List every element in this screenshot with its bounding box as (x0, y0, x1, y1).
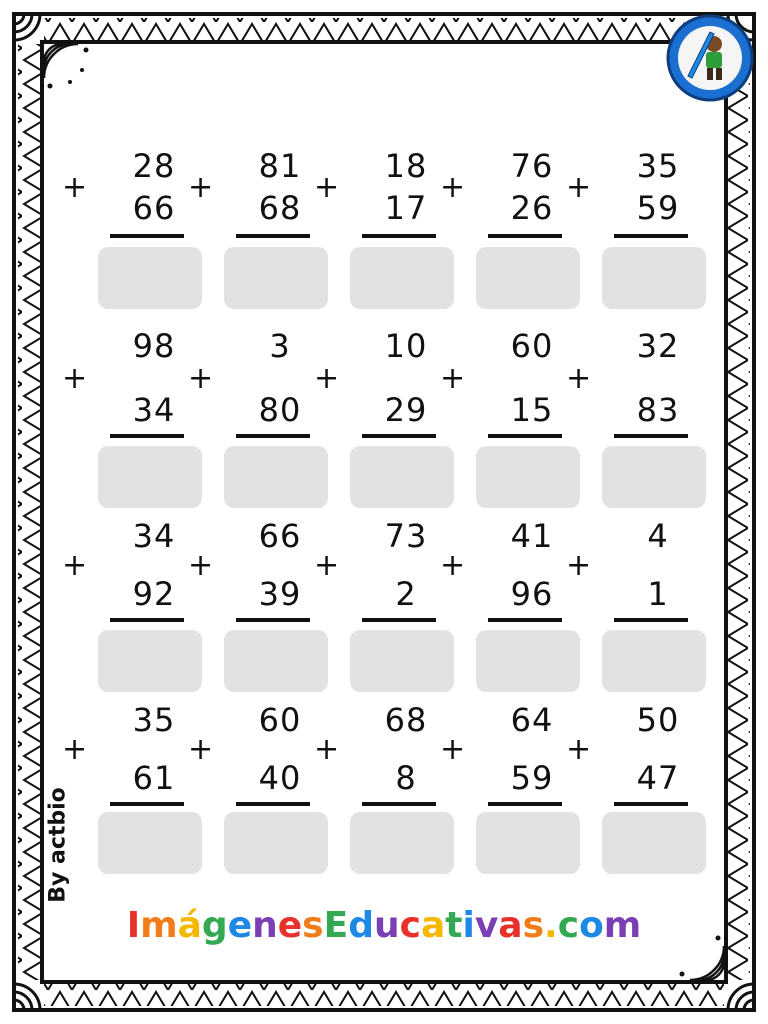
addend-top: 35 (132, 701, 176, 739)
brand-letter: e (227, 905, 253, 946)
answer-box[interactable] (350, 446, 454, 508)
addend-bottom: 61 (132, 759, 176, 797)
sum-line (110, 618, 184, 622)
addend-bottom: 59 (636, 189, 680, 227)
sum-line (236, 234, 310, 238)
plus-sign: + (62, 170, 88, 205)
brand-letter: á (177, 905, 202, 946)
sum-line (362, 434, 436, 438)
brand-letter: m (140, 905, 178, 946)
answer-box[interactable] (476, 247, 580, 309)
answer-box[interactable] (350, 247, 454, 309)
addend-bottom: 92 (132, 575, 176, 613)
brand-letter: c (557, 905, 580, 946)
addend-top: 10 (384, 327, 428, 365)
addend-bottom: 66 (132, 189, 176, 227)
brand-letter: c (399, 905, 421, 946)
addend-top: 76 (510, 147, 554, 185)
answer-box[interactable] (476, 812, 580, 874)
addend-top: 41 (510, 517, 554, 555)
addend-bottom: 2 (395, 575, 417, 613)
addend-top: 34 (132, 517, 176, 555)
addend-top: 68 (384, 701, 428, 739)
addend-top: 81 (258, 147, 302, 185)
addend-bottom: 34 (132, 391, 176, 429)
answer-box[interactable] (98, 630, 202, 692)
brand-letter: u (373, 905, 400, 946)
sum-line (488, 234, 562, 238)
addend-top: 60 (510, 327, 554, 365)
plus-sign: + (188, 170, 214, 205)
addend-bottom: 29 (384, 391, 428, 429)
addend-top: 28 (132, 147, 176, 185)
addend-top: 73 (384, 517, 428, 555)
brand-letter: I (126, 905, 141, 946)
answer-box[interactable] (602, 247, 706, 309)
answer-box[interactable] (476, 446, 580, 508)
brand-letter: m (603, 905, 642, 946)
sum-line (236, 802, 310, 806)
addend-top: 3 (269, 327, 291, 365)
plus-sign: + (566, 361, 592, 396)
brand-letter: n (252, 905, 278, 946)
author-signature (38, 780, 78, 910)
brand-letter: g (201, 905, 228, 946)
brand-letter: s (302, 905, 324, 946)
answer-box[interactable] (224, 630, 328, 692)
addend-top: 60 (258, 701, 302, 739)
brand-letter: a (420, 905, 446, 946)
signature-text: By actbio (45, 787, 71, 903)
addend-top: 35 (636, 147, 680, 185)
brand-letter: . (544, 905, 558, 946)
plus-sign: + (566, 548, 592, 583)
sum-line (488, 802, 562, 806)
addend-bottom: 96 (510, 575, 554, 613)
addend-bottom: 8 (395, 759, 417, 797)
answer-box[interactable] (602, 630, 706, 692)
sum-line (110, 434, 184, 438)
answer-box[interactable] (602, 446, 706, 508)
addend-top: 98 (132, 327, 176, 365)
sum-line (614, 618, 688, 622)
addend-bottom: 15 (510, 391, 554, 429)
sum-line (236, 618, 310, 622)
addend-bottom: 83 (636, 391, 680, 429)
addend-bottom: 47 (636, 759, 680, 797)
sum-line (488, 434, 562, 438)
brand-letter: v (474, 905, 499, 946)
addend-bottom: 17 (384, 189, 428, 227)
answer-box[interactable] (98, 812, 202, 874)
answer-box[interactable] (98, 247, 202, 309)
plus-sign: + (62, 548, 88, 583)
brand-letter: a (498, 905, 523, 946)
sum-line (110, 802, 184, 806)
addend-bottom: 59 (510, 759, 554, 797)
sum-line (614, 234, 688, 238)
sum-line (362, 234, 436, 238)
addend-bottom: 26 (510, 189, 554, 227)
addend-top: 64 (510, 701, 554, 739)
plus-sign: + (188, 732, 214, 767)
answer-box[interactable] (224, 812, 328, 874)
addend-bottom: 80 (258, 391, 302, 429)
plus-sign: + (314, 732, 340, 767)
plus-sign: + (188, 361, 214, 396)
addend-top: 18 (384, 147, 428, 185)
brand-letter: e (277, 905, 303, 946)
addend-top: 50 (636, 701, 680, 739)
plus-sign: + (440, 361, 466, 396)
plus-sign: + (314, 170, 340, 205)
plus-sign: + (440, 170, 466, 205)
brand-letter: i (462, 905, 475, 946)
brand-letter: d (348, 905, 374, 946)
brand-letter: t (445, 905, 463, 946)
brand-text (0, 905, 768, 946)
answer-box[interactable] (350, 812, 454, 874)
plus-sign: + (440, 548, 466, 583)
addend-top: 4 (647, 517, 669, 555)
answer-box[interactable] (224, 247, 328, 309)
addend-bottom: 40 (258, 759, 302, 797)
answer-box[interactable] (476, 630, 580, 692)
plus-sign: + (188, 548, 214, 583)
plus-sign: + (314, 361, 340, 396)
sum-line (236, 434, 310, 438)
sum-line (110, 234, 184, 238)
plus-sign: + (440, 732, 466, 767)
plus-sign: + (566, 732, 592, 767)
sum-line (488, 618, 562, 622)
brand-letter: E (323, 905, 349, 946)
answer-box[interactable] (602, 812, 706, 874)
sum-line (362, 618, 436, 622)
addend-bottom: 39 (258, 575, 302, 613)
plus-sign: + (314, 548, 340, 583)
sum-line (614, 802, 688, 806)
answer-box[interactable] (224, 446, 328, 508)
plus-sign: + (62, 732, 88, 767)
sum-line (362, 802, 436, 806)
addend-top: 66 (258, 517, 302, 555)
addend-bottom: 1 (647, 575, 669, 613)
brand-letter: o (579, 905, 604, 946)
plus-sign: + (62, 361, 88, 396)
answer-box[interactable] (98, 446, 202, 508)
brand-letter: s (522, 905, 545, 946)
sum-line (614, 434, 688, 438)
plus-sign: + (566, 170, 592, 205)
answer-box[interactable] (350, 630, 454, 692)
addend-top: 32 (636, 327, 680, 365)
brand-footer (0, 905, 768, 946)
addend-bottom: 68 (258, 189, 302, 227)
